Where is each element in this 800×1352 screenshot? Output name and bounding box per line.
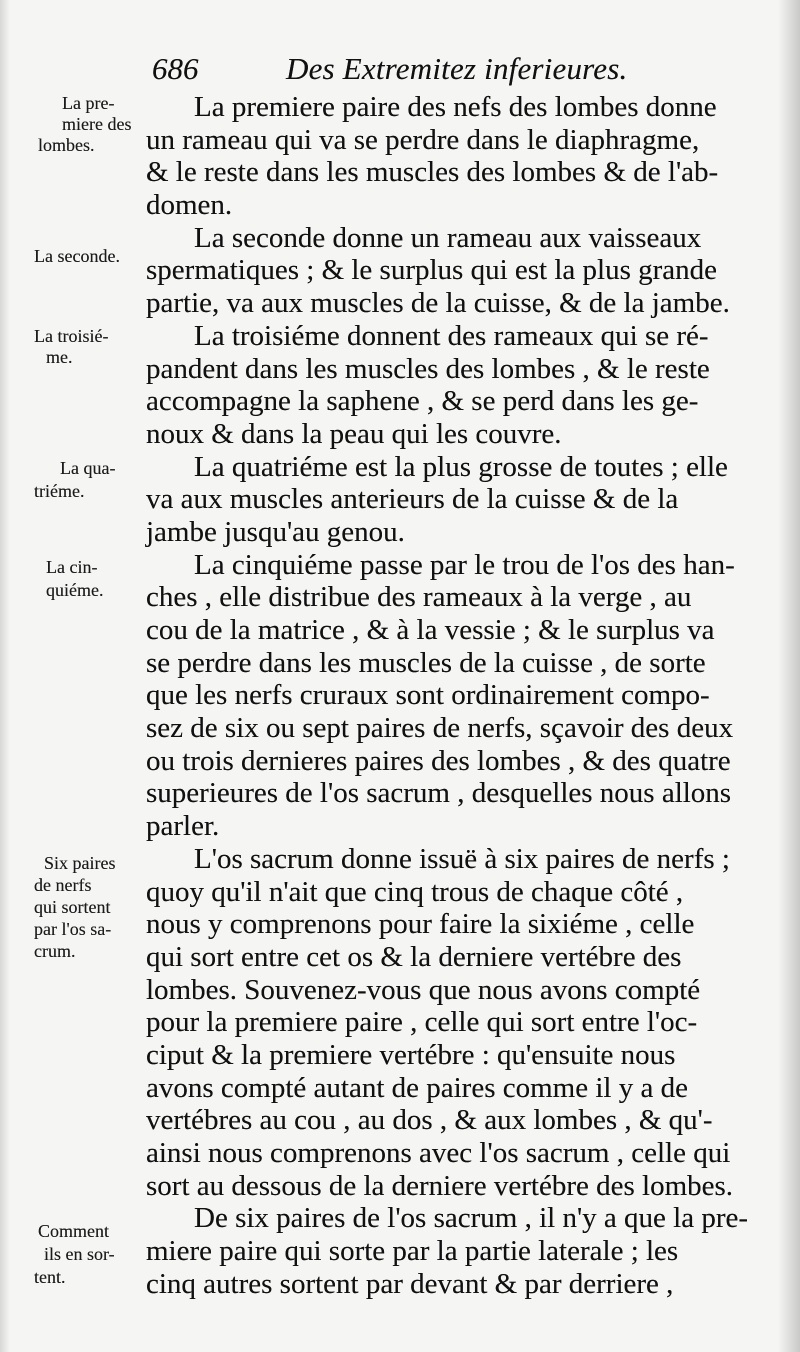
page-edge-shadow [0, 0, 10, 1352]
text-line: quoy qu'il n'ait que cinq trous de chaque côté , [146, 875, 684, 908]
margin-note-line: ils en sor- [44, 1244, 115, 1264]
running-title: Des Extremitez inferieures. [286, 51, 628, 86]
text-line: lombes. Souvenez-vous que nous avons compté [146, 973, 701, 1006]
text-line: avons compté autant de paires comme il y a de [146, 1071, 688, 1104]
margin-note-line: tent. [34, 1267, 66, 1287]
text-line: sez de six ou sept paires de nerfs, sçavoir des deux [146, 712, 734, 745]
margin-note-quatrieme [34, 458, 146, 504]
text-line: La premiere paire des nefs des lombes donne [194, 91, 717, 123]
text-line: nous y comprenons pour faire la sixiéme , celle [146, 908, 695, 941]
margin-note-line: La qua- [60, 458, 116, 478]
text-line: ciput & la premiere vertébre : qu'ensuite nous [146, 1038, 676, 1071]
text-line: pandent dans les muscles des lombes , & le reste [146, 352, 710, 385]
margin-note-line: qui sortent [34, 897, 111, 917]
margin-note-line: La seconde. [34, 246, 120, 266]
paragraph-troisieme [146, 320, 736, 451]
paragraph-quatrieme [146, 451, 736, 549]
margin-note-premiere [34, 93, 146, 156]
margin-note-line: me. [46, 347, 73, 367]
margin-note-line: La cin- [46, 557, 98, 577]
margin-note-line: miere des [62, 114, 132, 134]
margin-note-line: La troisié- [34, 326, 109, 346]
margin-note-line: Six paires [44, 853, 116, 873]
margin-note-line: lombes. [38, 135, 95, 155]
text-line: noux & dans la peau qui les couvre. [146, 417, 562, 450]
text-line: ainsi nous comprenons avec l'os sacrum , celle qui [146, 1137, 731, 1169]
text-line: ou trois dernieres paires des lombes , & des quatre [146, 744, 731, 777]
text-line: ches , elle distribue des rameaux à la verge , au [146, 581, 692, 614]
margin-note-seconde [34, 246, 146, 267]
text-line: La seconde donne un rameau aux vaisseaux [194, 221, 702, 254]
margin-note-line: de nerfs [34, 875, 92, 895]
text-line: se perdre dans les muscles de la cuisse , de sorte [146, 646, 706, 679]
margin-note-line: Comment [38, 1221, 109, 1241]
text-line: L'os sacrum donne issuë à six paires de nerfs ; [194, 842, 730, 875]
text-line: sort au dessous de la derniere vertébre des lombes. [146, 1169, 734, 1202]
text-line: va aux muscles anterieurs de la cuisse & de la [146, 483, 679, 516]
margin-note-cinquieme [34, 557, 146, 603]
text-line: jambe jusqu'au genou. [146, 515, 405, 548]
margin-note-six-paires [34, 853, 146, 963]
text-line: miere paire qui sorte par la partie laterale ; les [146, 1235, 679, 1268]
text-line: superieures de l'os sacrum , desquelles nous allons [146, 777, 732, 810]
page-header [152, 48, 752, 90]
page-number: 686 [152, 51, 199, 86]
margin-note-line: crum. [34, 941, 76, 961]
text-line: que les nerfs cruraux sont ordinairement compo- [146, 679, 710, 712]
binding-shadow [778, 0, 800, 1352]
text-line: domen. [146, 189, 233, 222]
text-line: vertébres au cou , au dos , & aux lombes , & qu'- [146, 1104, 713, 1137]
margin-note-comment [34, 1221, 146, 1290]
margin-note-line: triéme. [34, 481, 85, 501]
margin-note-line: La pre- [62, 93, 115, 113]
paragraph-os-sacrum [146, 843, 736, 1203]
margin-note-line: par l'os sa- [34, 919, 112, 939]
text-line: parler. [146, 810, 220, 843]
text-line: & le reste dans les muscles des lombes & de l'ab- [146, 156, 719, 189]
paragraph-seconde [146, 222, 736, 320]
text-line: qui sort entre cet os & la derniere vertébre des [146, 940, 682, 973]
text-line: La quatriéme est la plus grosse de toutes ; elle [194, 450, 728, 483]
text-line: De six paires de l'os sacrum , il n'y a que la pre- [194, 1202, 749, 1235]
body-text [146, 91, 749, 1300]
text-line: La cinquiéme passe par le trou de l'os des han- [194, 548, 735, 581]
text-line: spermatiques ; & le surplus qui est la plus grande [146, 254, 718, 287]
text-line: un rameau qui va se perdre dans le diaphragme, [146, 123, 700, 156]
paragraph-premiere [146, 91, 736, 222]
text-line: partie, va aux muscles de la cuisse, & de la jambe. [146, 287, 730, 320]
text-line: cinq autres sortent par devant & par derriere , [146, 1267, 674, 1300]
text-line: accompagne la saphene , & se perd dans les ge- [146, 385, 699, 418]
paragraph-comment [146, 1202, 749, 1300]
margin-note-troisieme [34, 326, 146, 368]
text-line: cou de la matrice , & à la vessie ; & le surplus va [146, 614, 715, 646]
margin-note-line: quiéme. [46, 580, 104, 600]
paragraph-cinquieme [146, 549, 736, 843]
text-line: pour la premiere paire , celle qui sort entre l'oc- [146, 1006, 698, 1039]
text-line: La troisiéme donnent des rameaux qui se ré- [194, 319, 709, 352]
